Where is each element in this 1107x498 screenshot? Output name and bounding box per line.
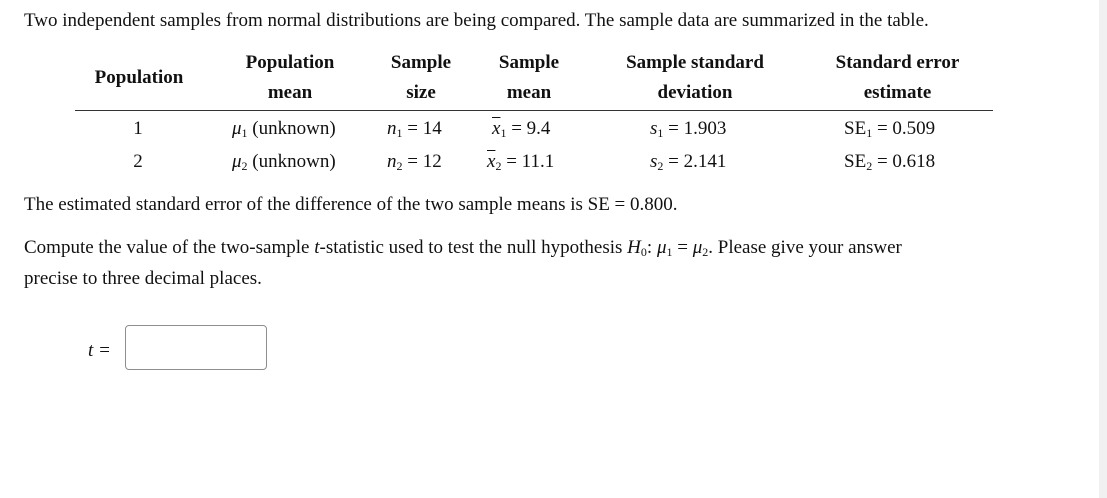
row2-xbar-cell: $\overline{x}_2 = 11.1$ (487, 151, 555, 173)
row2-se-cell: $SE_2 = 0.618$ (844, 151, 936, 173)
header-standard-error-line1: Standard error (835, 52, 960, 73)
question-line2: precise to three decimal places. (24, 268, 262, 289)
header-standard-error (815, 48, 980, 108)
se-statement: The estimated standard error of the difference of the two sample means is SE = 0.800. (24, 194, 678, 215)
question-line1: Compute the value of the two-sample t-statistic used to test the null hypothesis $H_0$: $\mu_1 = \mu_2$. Please give your answer (24, 237, 902, 259)
header-divider (75, 110, 993, 111)
row1-size-cell: $n_1 = 14$ (387, 118, 442, 140)
header-population-mean-line1: Population (245, 52, 335, 73)
header-standard-error-line2: estimate (863, 82, 932, 103)
header-sample-sd-line1: Sample standard (626, 52, 764, 73)
scrollbar-track[interactable] (1099, 0, 1107, 498)
row2-mean-cell: $\mu_2$ (unknown) (232, 151, 336, 173)
header-sample-mean-line2: mean (506, 82, 552, 103)
header-population-mean-line2: mean (267, 82, 313, 103)
row1-mean-cell: $\mu_1$ (unknown) (232, 118, 336, 140)
header-population-mean (225, 48, 355, 108)
header-sample-sd (610, 48, 780, 108)
header-population: Population (94, 67, 184, 88)
intro-text: Two independent samples from normal distributions are being compared. The sample data are summarized in the table. (24, 10, 929, 31)
header-sample-size (380, 48, 462, 108)
header-sample-sd-line2: deviation (657, 82, 733, 103)
header-sample-size-line1: Sample (390, 52, 452, 73)
row1-population: 1 (133, 118, 143, 139)
t-statistic-input[interactable] (125, 325, 267, 370)
answer-label: t = (88, 340, 111, 361)
row2-sd-cell: $s_2 = 2.141$ (650, 151, 727, 173)
row1-xbar-cell: $\overline{x}_1 = 9.4$ (492, 118, 551, 140)
row2-population: 2 (133, 151, 143, 172)
row1-se-cell: $SE_1 = 0.509$ (844, 118, 936, 140)
header-sample-size-line2: size (406, 82, 436, 103)
header-sample-mean (488, 48, 570, 108)
row1-sd-cell: $s_1 = 1.903$ (650, 118, 727, 140)
row2-size-cell: $n_2 = 12$ (387, 151, 442, 173)
header-sample-mean-line1: Sample (498, 52, 560, 73)
